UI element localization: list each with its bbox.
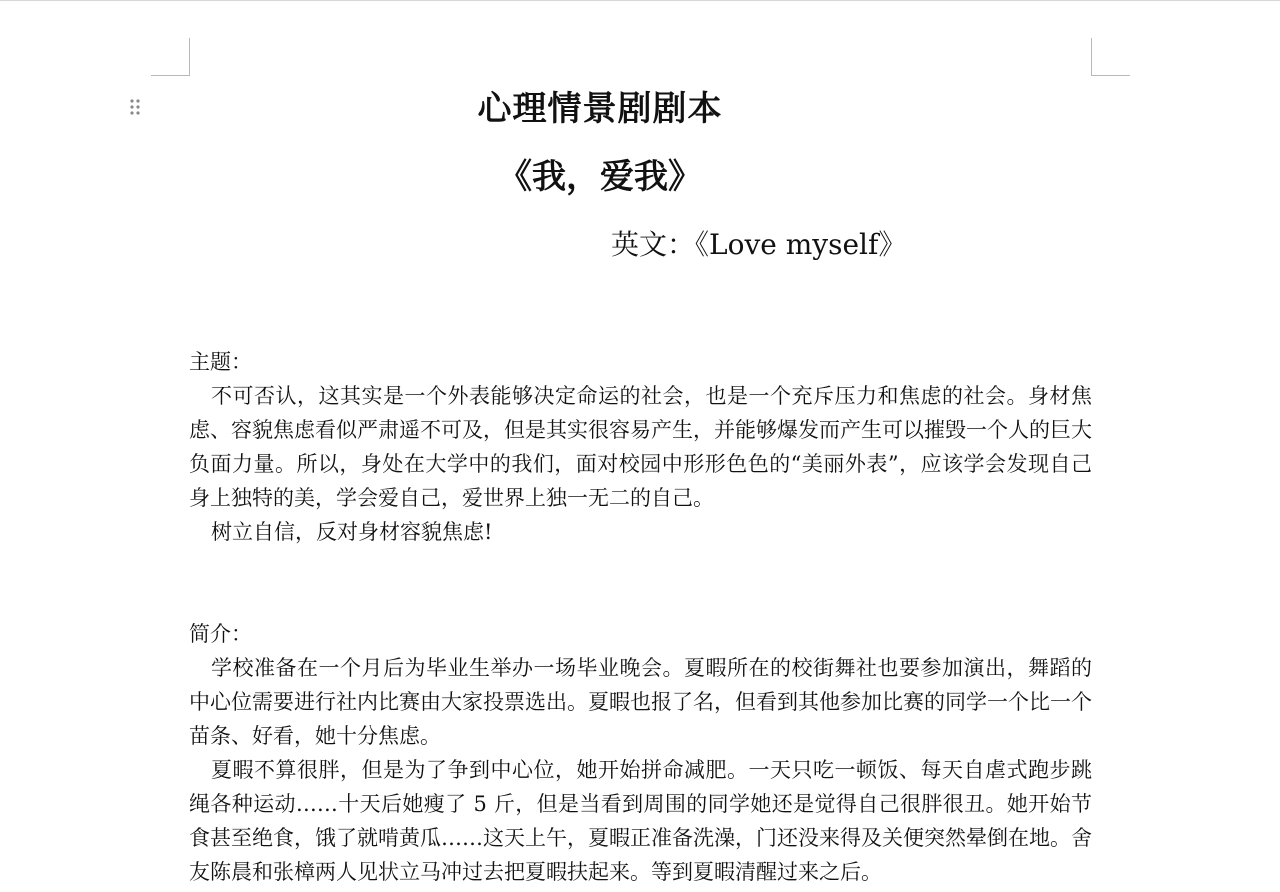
document-subtitle: 《我，爱我》 (498, 157, 702, 197)
intro-paragraph: 夏暇不算很胖，但是为了争到中心位，她开始拼命减肥。一天只吃一顿饭、每天自虐式跑步跳绳各种运动……十天后她瘦了 5 斤，但是当看到周围的同学她还是觉得自己很胖很丑。她开始节食甚至绝食，饿了就啃黄瓜……这天上午，夏暇正准备洗澡，门还没来得及关便突然晕倒在地。舍友陈晨和张樟两人见状立马冲过去把夏暇扶起来。等到夏暇清醒过来之后。 (189, 758, 1092, 884)
intro-heading: 简介： (189, 622, 252, 646)
page-top-edge (0, 0, 1280, 1)
drag-handle-icon[interactable] (129, 98, 141, 116)
intro-paragraph: 学校准备在一个月后为毕业生举办一场毕业晚会。夏暇所在的校街舞社也要参加演出，舞蹈的中心位需要进行社内比赛由大家投票选出。夏暇也报了名，但看到其他参加比赛的同学一个比一个苗条、好看，她十分焦虑。 (189, 656, 1092, 748)
document-title: 心理情景剧剧本 (477, 89, 723, 129)
crop-mark-top-left (151, 38, 190, 76)
theme-paragraph: 树立自信，反对身材容貌焦虑! (211, 520, 493, 544)
document-english-title: 英文：《Love myself》 (611, 228, 907, 261)
theme-heading: 主题： (189, 350, 252, 374)
theme-section (189, 345, 1092, 549)
theme-paragraph: 不可否认，这其实是一个外表能够决定命运的社会，也是一个充斥压力和焦虑的社会。身材焦虑、容貌焦虑看似严肃遥不可及，但是其实很容易产生，并能够爆发而产生可以摧毁一个人的巨大负面力量。所以，身处在大学中的我们，面对校园中形形色色的“美丽外表”，应该学会发现自己身上独特的美，学会爱自己，爱世界上独一无二的自己。 (189, 384, 1092, 510)
crop-mark-top-right (1091, 38, 1130, 76)
intro-section (189, 617, 1092, 889)
